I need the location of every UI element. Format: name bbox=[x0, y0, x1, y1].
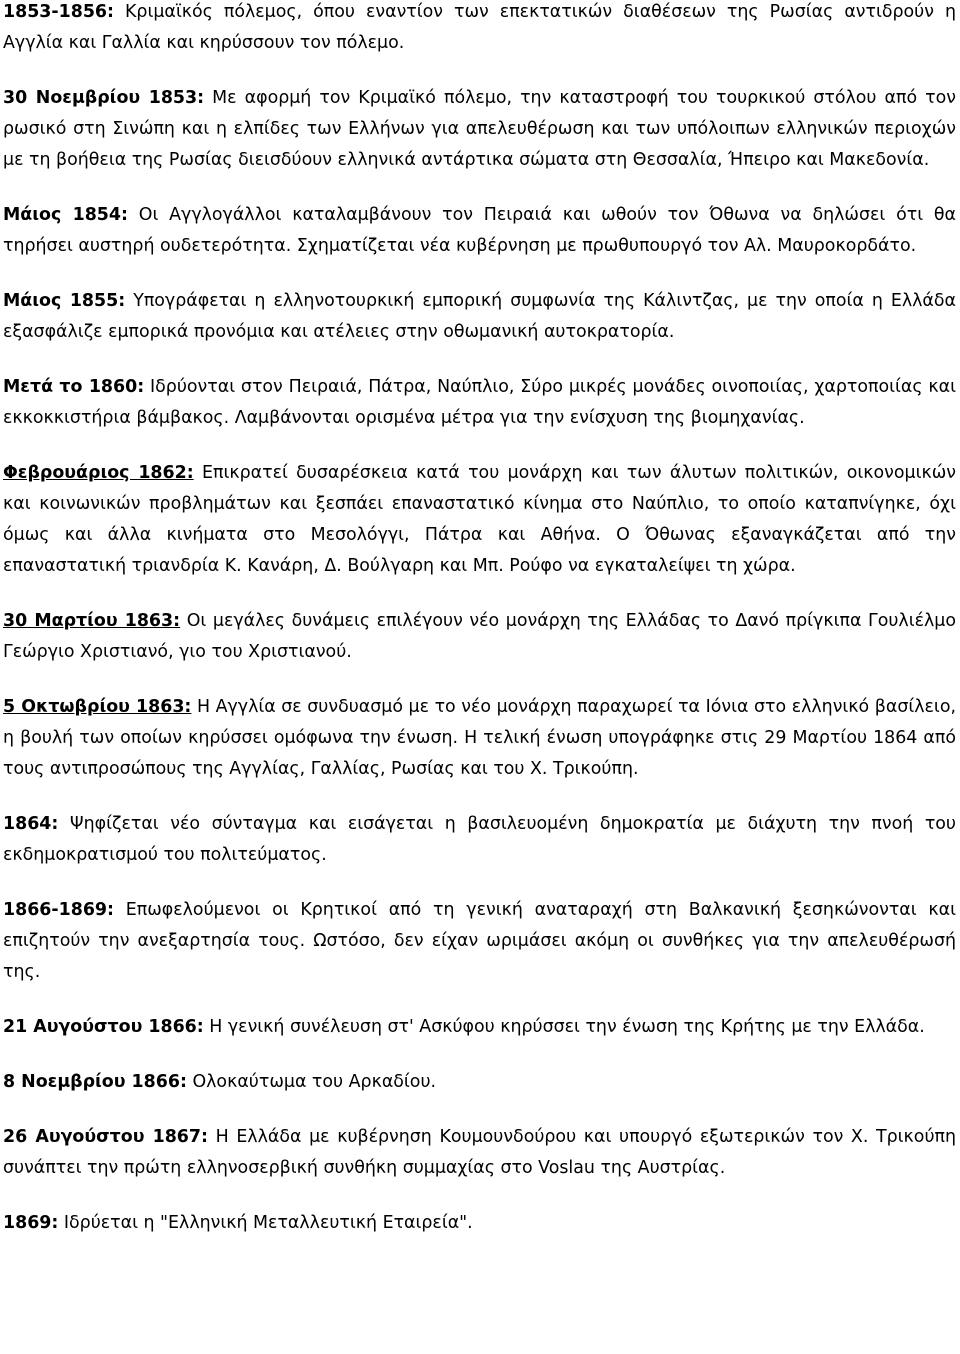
timeline-entry-oct-1863 bbox=[3, 692, 956, 785]
timeline-entry-may-1854 bbox=[3, 200, 956, 262]
entry-text: Επωφελούμενοι οι Κρητικοί από τη γενική αναταραχή στη Βαλκανική ξεσηκώνονται και επιζητούν την ανεξαρτησία τους. Ωστόσο, δεν είχαν ωριμάσει ακόμη οι συνθήκες για την απελευθέρωσή της. bbox=[3, 900, 956, 982]
timeline-entry-nov-1853 bbox=[3, 83, 956, 176]
entry-date: 1869: bbox=[3, 1213, 59, 1233]
entry-date: 1866-1869: bbox=[3, 900, 114, 920]
entry-text: Ψηφίζεται νέο σύνταγμα και εισάγεται η βασιλευομένη δημοκρατία με διάχυτη την πνοή του εκδημοκρατισμού του πολιτεύματος. bbox=[3, 814, 956, 865]
timeline-entry-1866-1869 bbox=[3, 895, 956, 988]
timeline-entry-mar-1863 bbox=[3, 606, 956, 668]
document-page bbox=[3, 0, 956, 1263]
timeline-entry-1869 bbox=[3, 1208, 956, 1239]
timeline-entry-feb-1862 bbox=[3, 458, 956, 582]
entry-text: Με αφορμή τον Κριμαϊκό πόλεμο, την καταστροφή του τουρκικού στόλου από τον ρωσικό στη Σινώπη και η ελπίδες των Ελλήνων για απελευθέρωση και των υπόλοιπων ελληνικών περιοχών με τη βοήθεια της Ρωσίας διεισδύουν ελληνικά αντάρτικα σώματα στη Θεσσαλία, Ήπειρο και Μακεδονία. bbox=[3, 88, 956, 170]
entry-text: Κριμαϊκός πόλεμος, όπου εναντίον των επεκτατικών διαθέσεων της Ρωσίας αντιδρούν η Αγγλία και Γαλλία και κηρύσσουν τον πόλεμο. bbox=[3, 2, 956, 53]
entry-date: Φεβρουάριος 1862: bbox=[3, 463, 194, 483]
entry-text: Ολοκαύτωμα του Αρκαδίου. bbox=[186, 1072, 437, 1092]
timeline-entry-after-1860 bbox=[3, 372, 956, 434]
entry-text: Η Αγγλία σε συνδυασμό με το νέο μονάρχη παραχωρεί τα Ιόνια στο ελληνικό βασίλειο, η βουλή των οποίων κηρύσσει ομόφωνα την ένωση. Η τελική ένωση υπογράφηκε στις 29 Μαρτίου 1864 από τους αντιπροσώπους της Αγγλίας, Γαλλίας, Ρωσίας και του Χ. Τρικούπη. bbox=[3, 697, 956, 779]
entry-date: 1864: bbox=[3, 814, 59, 834]
timeline-entry-1853-1856 bbox=[3, 0, 956, 59]
entry-date: 5 Οκτωβρίου 1863: bbox=[3, 697, 192, 717]
entry-date: 26 Αυγούστου 1867: bbox=[3, 1127, 208, 1147]
entry-text: Οι Αγγλογάλλοι καταλαμβάνουν τον Πειραιά και ωθούν τον Όθωνα να δηλώσει ότι θα τηρήσει αυστηρή ουδετερότητα. Σχηματίζεται νέα κυβέρνηση με πρωθυπουργό τον Αλ. Μαυροκορδάτο. bbox=[3, 205, 956, 256]
entry-text: Ιδρύεται η "Ελληνική Μεταλλευτική Εταιρεία". bbox=[58, 1213, 473, 1233]
entry-text: Η γενική συνέλευση στ' Ασκύφου κηρύσσει την ένωση της Κρήτης με την Ελλάδα. bbox=[203, 1017, 925, 1037]
timeline-entry-aug-1867 bbox=[3, 1122, 956, 1184]
entry-text: Οι μεγάλες δυνάμεις επιλέγουν νέο μονάρχη της Ελλάδας το Δανό πρίγκιπα Γουλιέλμο Γεώργιο Χριστιανό, γιο του Χριστιανού. bbox=[3, 611, 956, 662]
entry-date: Μετά το 1860: bbox=[3, 377, 145, 397]
entry-date: Μάιος 1855: bbox=[3, 291, 126, 311]
entry-date: 30 Νοεμβρίου 1853: bbox=[3, 88, 205, 108]
entry-date: 1853-1856: bbox=[3, 2, 114, 22]
entry-text: Υπογράφεται η ελληνοτουρκική εμπορική συμφωνία της Κάλιντζας, με την οποία η Ελλάδα εξασφάλιζε εμπορικά προνόμια και ατέλειες στην οθωμανική αυτοκρατορία. bbox=[3, 291, 956, 342]
entry-date: 21 Αυγούστου 1866: bbox=[3, 1017, 204, 1037]
entry-text: Ιδρύονται στον Πειραιά, Πάτρα, Ναύπλιο, Σύρο μικρές μονάδες οινοποιίας, χαρτοποιίας και εκκοκκιστήρια βάμβακος. Λαμβάνονται ορισμένα μέτρα για την ενίσχυση της βιομηχανίας. bbox=[3, 377, 956, 428]
timeline-entry-1864 bbox=[3, 809, 956, 871]
timeline-entry-nov-1866 bbox=[3, 1067, 956, 1098]
entry-date: 30 Μαρτίου 1863: bbox=[3, 611, 181, 631]
entry-text: Επικρατεί δυσαρέσκεια κατά του μονάρχη και των άλυτων πολιτικών, οικονομικών και κοινωνικών προβλημάτων και ξεσπάει επαναστατικό κίνημα στο Ναύπλιο, το οποίο καταπνίγηκε, όχι όμως και άλλα κινήματα στο Μεσολόγγι, Πάτρα και Αθήνα. Ο Όθωνας εξαναγκάζεται από την επαναστατική τριανδρία Κ. Κανάρη, Δ. Βούλγαρη και Μπ. Ρούφο να εγκαταλείψει τη χώρα. bbox=[3, 463, 956, 576]
entry-date: Μάιος 1854: bbox=[3, 205, 128, 225]
timeline-entry-aug-1866 bbox=[3, 1012, 956, 1043]
entry-date: 8 Νοεμβρίου 1866: bbox=[3, 1072, 187, 1092]
entry-text: Η Ελλάδα με κυβέρνηση Κουμουνδούρου και υπουργό εξωτερικών τον Χ. Τρικούπη συνάπτει την πρώτη ελληνοσερβική συνθήκη συμμαχίας στο Voslau της Αυστρίας. bbox=[3, 1127, 956, 1178]
timeline-entry-may-1855 bbox=[3, 286, 956, 348]
